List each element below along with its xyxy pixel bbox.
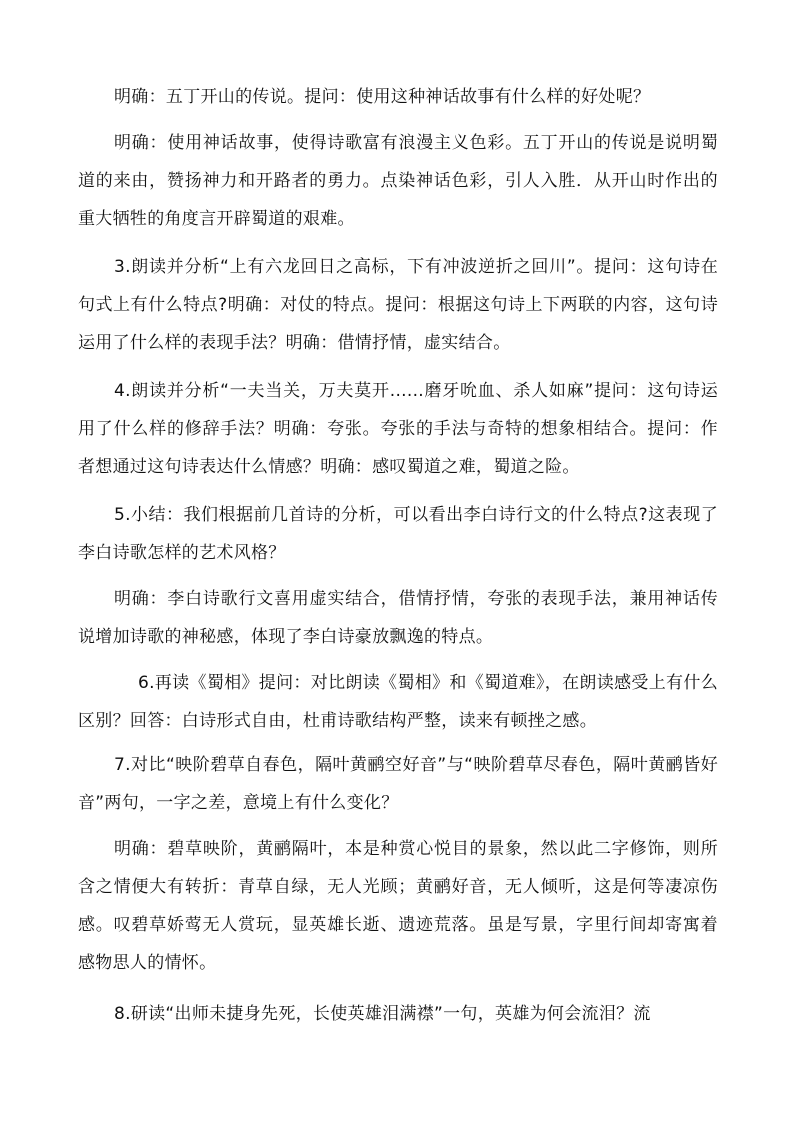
- paragraph-8: 7.对比“映阶碧草自春色，隔叶黄鹂空好音”与“映阶碧草尽春色，隔叶黄鹂皆好音”两句，一字之差，意境上有什么变化？: [78, 755, 718, 813]
- paragraph-3: 3.朗读并分析“上有六龙回日之高标，下有冲波逆折之回川”。提问：这句诗在句式上有什么特点?明确：对仗的特点。提问：根据这句诗上下两联的内容，这句诗运用了什么样的表现手法？明确：借情抒情，虚实结合。: [78, 257, 718, 353]
- paragraph-10: 8.研读“出师未捷身先死，长使英雄泪满襟”一句，英雄为何会流泪？流: [114, 1004, 651, 1024]
- paragraph-1: 明确：五丁开山的传说。提问：使用这种神话故事有什么样的好处呢？: [114, 87, 651, 107]
- paragraph-7: 6.再读《蜀相》提问：对比朗读《蜀相》和《蜀道难》，在朗读感受上有什么区别？回答：白诗形式自由，杜甫诗歌结构严整，读来有顿挫之感。: [78, 673, 718, 731]
- paragraph-5: 5.小结：我们根据前几首诗的分析，可以看出李白诗行文的什么特点?这表现了李白诗歌怎样的艺术风格？: [78, 505, 718, 563]
- paragraph-9: 明确：碧草映阶，黄鹂隔叶，本是种赏心悦目的景象，然以此二字修饰，则所含之情便大有转折：青草自绿，无人光顾；黄鹂好音，无人倾听，这是何等凄凉伤感。叹碧草娇莺无人赏玩，显英雄长逝、遗迹荒落。虽是写景，字里行间却寄寓着感物思人的情怀。: [78, 839, 718, 973]
- paragraph-2: 明确：使用神话故事，使得诗歌富有浪漫主义色彩。五丁开山的传说是说明蜀道的来由，赞扬神力和开路者的勇力。点染神话色彩，引人入胜．从开山时作出的重大牺牲的角度言开辟蜀道的艰难。: [78, 133, 718, 229]
- paragraph-6: 明确：李白诗歌行文喜用虚实结合，借情抒情，夸张的表现手法，兼用神话传说增加诗歌的神秘感，体现了李白诗豪放飘逸的特点。: [78, 589, 718, 647]
- paragraph-4: 4.朗读并分析“一夫当关，万夫莫开......磨牙吮血、杀人如麻”提问：这句诗运用了什么样的修辞手法？明确：夸张。夸张的手法与奇特的想象相结合。提问：作者想通过这句诗表达什么情感？明确：感叹蜀道之难，蜀道之险。: [78, 381, 718, 477]
